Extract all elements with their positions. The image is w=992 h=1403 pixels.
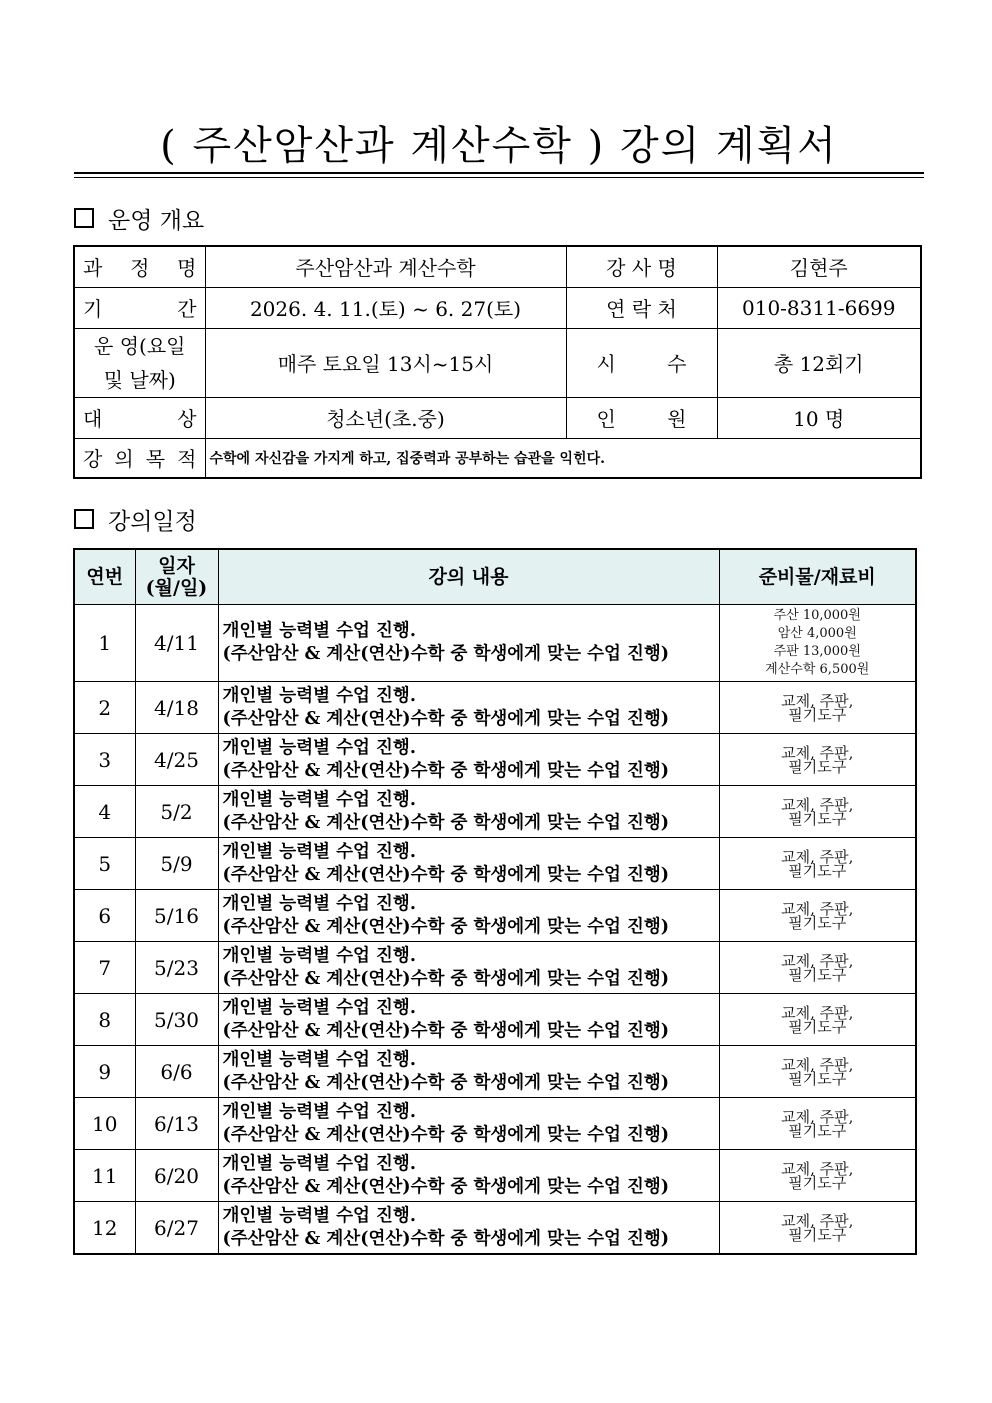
row-content (218, 734, 719, 786)
row-content-line2: (주산암산 & 계산(연산)수학 중 학생에게 맞는 수업 진행) (222, 1228, 670, 1249)
row-no: 9 (74, 1046, 135, 1098)
row-content-line1: 개인별 능력별 수업 진행. (222, 1153, 416, 1174)
materials-line: 필기도구 (788, 705, 847, 724)
overview-row-schedule (74, 328, 921, 397)
row-materials (719, 605, 916, 682)
row-no: 5 (74, 838, 135, 890)
row-no: 12 (74, 1202, 135, 1255)
purpose-value: 수학에 자신감을 가지게 하고, 집중력과 공부하는 습관을 익힌다. (205, 438, 921, 478)
materials-line: 교제, 주판, (781, 795, 854, 814)
row-content-line1: 개인별 능력별 수업 진행. (222, 841, 416, 862)
row-date: 6/6 (135, 1046, 218, 1098)
table-row (74, 786, 916, 838)
row-no: 11 (74, 1150, 135, 1202)
title-rule (74, 172, 924, 174)
row-materials (719, 942, 916, 994)
row-materials (719, 1202, 916, 1255)
row-materials (719, 682, 916, 734)
row-no: 2 (74, 682, 135, 734)
schedule-value: 매주 토요일 13시~15시 (205, 328, 566, 397)
row-content-line1: 개인별 능력별 수업 진행. (222, 893, 416, 914)
instructor-label: 강 사 명 (566, 246, 717, 287)
row-content-line1: 개인별 능력별 수업 진행. (222, 1205, 416, 1226)
table-row (74, 890, 916, 942)
row-content-line1: 개인별 능력별 수업 진행. (222, 1049, 416, 1070)
row-content (218, 1202, 719, 1255)
materials-item: 암산 4,000원 (777, 626, 857, 641)
table-row (74, 942, 916, 994)
row-date: 6/27 (135, 1202, 218, 1255)
materials-line: 교제, 주판, (781, 1159, 854, 1178)
row-content-line2: (주산암산 & 계산(연산)수학 중 학생에게 맞는 수업 진행) (222, 812, 670, 833)
row-materials (719, 838, 916, 890)
row-date: 6/20 (135, 1150, 218, 1202)
materials-line: 교제, 주판, (781, 1003, 854, 1022)
section-overview-label: 운영 개요 (108, 207, 205, 234)
schedule-table (73, 548, 917, 1255)
period-label: 기 간 (74, 287, 205, 328)
row-content (218, 682, 719, 734)
materials-line: 교제, 주판, (781, 743, 854, 762)
period-value: 2026. 4. 11.(토) ~ 6. 27(토) (205, 287, 566, 328)
schedule-label-line2: 및 날짜) (103, 367, 176, 392)
row-content (218, 994, 719, 1046)
materials-line: 필기도구 (788, 1225, 847, 1244)
target-label: 대 상 (74, 397, 205, 438)
row-no: 6 (74, 890, 135, 942)
row-content-line1: 개인별 능력별 수업 진행. (222, 789, 416, 810)
row-content (218, 942, 719, 994)
course-label: 과 정 명 (74, 246, 205, 287)
materials-line: 필기도구 (788, 861, 847, 880)
table-row (74, 1150, 916, 1202)
table-row (74, 734, 916, 786)
row-materials (719, 786, 916, 838)
row-content (218, 1098, 719, 1150)
row-content (218, 605, 719, 682)
table-row (74, 1098, 916, 1150)
row-no: 1 (74, 605, 135, 682)
table-row (74, 682, 916, 734)
row-content-line1: 개인별 능력별 수업 진행. (222, 945, 416, 966)
materials-item: 계산수학 6,500원 (765, 662, 870, 677)
schedule-body (74, 605, 916, 1255)
overview-row-target (74, 397, 921, 438)
row-content (218, 1150, 719, 1202)
section-schedule-label: 강의일정 (108, 508, 197, 535)
row-content-line1: 개인별 능력별 수업 진행. (222, 1101, 416, 1122)
row-materials (719, 734, 916, 786)
row-materials (719, 994, 916, 1046)
row-content (218, 838, 719, 890)
schedule-label-line1: 운 영(요일 (94, 333, 186, 358)
row-no: 3 (74, 734, 135, 786)
row-materials (719, 1150, 916, 1202)
header-content: 강의 내용 (218, 549, 719, 605)
materials-line: 교제, 주판, (781, 1211, 854, 1230)
contact-value: 010-8311-6699 (717, 287, 921, 328)
row-materials (719, 1046, 916, 1098)
materials-line: 필기도구 (788, 1121, 847, 1140)
sessions-value: 총 12회기 (717, 328, 921, 397)
course-value: 주산암산과 계산수학 (205, 246, 566, 287)
purpose-label: 강 의 목 적 (74, 438, 205, 478)
row-no: 4 (74, 786, 135, 838)
checkbox-icon (74, 208, 94, 228)
row-content-line2: (주산암산 & 계산(연산)수학 중 학생에게 맞는 수업 진행) (222, 864, 670, 885)
row-content-line2: (주산암산 & 계산(연산)수학 중 학생에게 맞는 수업 진행) (222, 1124, 670, 1145)
header-no: 연번 (74, 549, 135, 605)
row-no: 8 (74, 994, 135, 1046)
materials-item: 주판 13,000원 (773, 644, 861, 659)
materials-line: 필기도구 (788, 1017, 847, 1036)
materials-line: 교제, 주판, (781, 847, 854, 866)
header-date-line1: 일자 (158, 555, 195, 577)
checkbox-icon (74, 509, 94, 529)
overview-row-course (74, 246, 921, 287)
row-content (218, 1046, 719, 1098)
materials-line: 필기도구 (788, 913, 847, 932)
row-no: 10 (74, 1098, 135, 1150)
materials-line: 필기도구 (788, 1173, 847, 1192)
headcount-label: 인 원 (566, 397, 717, 438)
row-date: 5/23 (135, 942, 218, 994)
schedule-label (74, 328, 205, 397)
table-row (74, 838, 916, 890)
row-content-line1: 개인별 능력별 수업 진행. (222, 621, 416, 641)
header-date (135, 549, 218, 605)
materials-item: 주산 10,000원 (773, 608, 861, 623)
overview-table (73, 245, 922, 479)
row-date: 5/16 (135, 890, 218, 942)
materials-line: 필기도구 (788, 965, 847, 984)
materials-line: 교제, 주판, (781, 899, 854, 918)
row-content-line1: 개인별 능력별 수업 진행. (222, 685, 416, 706)
row-date: 5/2 (135, 786, 218, 838)
materials-line: 교제, 주판, (781, 951, 854, 970)
materials-line: 필기도구 (788, 809, 847, 828)
materials-line: 교제, 주판, (781, 691, 854, 710)
row-content (218, 890, 719, 942)
row-date: 4/18 (135, 682, 218, 734)
row-content-line1: 개인별 능력별 수업 진행. (222, 737, 416, 758)
headcount-value: 10 명 (717, 397, 921, 438)
header-date-line2: (월/일) (145, 577, 208, 599)
row-content-line2: (주산암산 & 계산(연산)수학 중 학생에게 맞는 수업 진행) (222, 1176, 670, 1197)
materials-line: 필기도구 (788, 757, 847, 776)
table-row (74, 994, 916, 1046)
table-row (74, 605, 916, 682)
row-date: 6/13 (135, 1098, 218, 1150)
row-content-line2: (주산암산 & 계산(연산)수학 중 학생에게 맞는 수업 진행) (222, 708, 670, 729)
row-content-line2: (주산암산 & 계산(연산)수학 중 학생에게 맞는 수업 진행) (222, 1072, 670, 1093)
materials-line: 필기도구 (788, 1069, 847, 1088)
header-materials: 준비물/재료비 (719, 549, 916, 605)
table-row (74, 1202, 916, 1255)
table-row (74, 1046, 916, 1098)
row-content-line2: (주산암산 & 계산(연산)수학 중 학생에게 맞는 수업 진행) (222, 968, 670, 989)
row-date: 5/9 (135, 838, 218, 890)
target-value: 청소년(초.중) (205, 397, 566, 438)
instructor-value: 김현주 (717, 246, 921, 287)
row-content (218, 786, 719, 838)
row-date: 4/11 (135, 605, 218, 682)
materials-line: 교제, 주판, (781, 1055, 854, 1074)
row-materials (719, 890, 916, 942)
materials-line: 교제, 주판, (781, 1107, 854, 1126)
section-schedule-heading (74, 503, 197, 535)
row-no: 7 (74, 942, 135, 994)
overview-row-purpose (74, 438, 921, 478)
row-content-line2: (주산암산 & 계산(연산)수학 중 학생에게 맞는 수업 진행) (222, 760, 670, 781)
schedule-header-row (74, 549, 916, 605)
row-content-line1: 개인별 능력별 수업 진행. (222, 997, 416, 1018)
row-content-line2: (주산암산 & 계산(연산)수학 중 학생에게 맞는 수업 진행) (222, 644, 670, 664)
row-content-line2: (주산암산 & 계산(연산)수학 중 학생에게 맞는 수업 진행) (222, 1020, 670, 1041)
overview-row-period (74, 287, 921, 328)
row-date: 4/25 (135, 734, 218, 786)
document-title: ( 주산암산과 계산수학 ) 강의 계획서 (160, 123, 838, 169)
row-materials (719, 1098, 916, 1150)
row-content-line2: (주산암산 & 계산(연산)수학 중 학생에게 맞는 수업 진행) (222, 916, 670, 937)
sessions-label: 시 수 (566, 328, 717, 397)
contact-label: 연 락 처 (566, 287, 717, 328)
title-rule-thin (74, 177, 924, 178)
row-date: 5/30 (135, 994, 218, 1046)
section-overview-heading (74, 202, 204, 234)
